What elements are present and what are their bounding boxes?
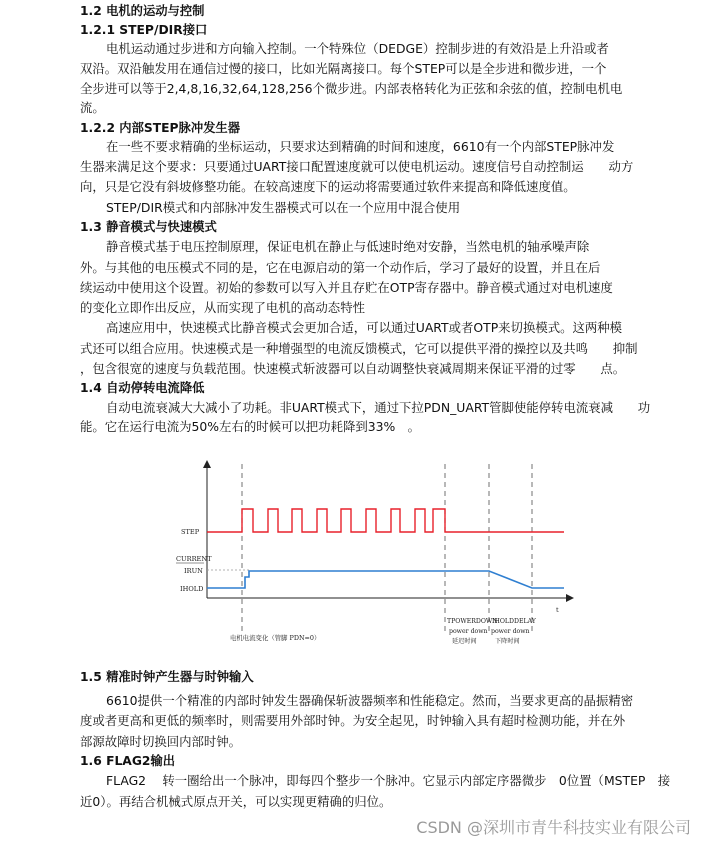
section-1-2-title: 1.2 电机的运动与控制 bbox=[80, 4, 205, 18]
irun-label: IRUN bbox=[184, 567, 203, 575]
paragraph-line: 高速应用中，快速模式比静音模式会更加合适，可以通过UART或者OTP来切换模式。这两种模 bbox=[106, 320, 623, 335]
paragraph-line: 静音模式基于电压控制原理，保证电机在静止与低速时绝对安静，当然电机的轴承噪声除 bbox=[106, 239, 590, 254]
iholddelay-sub1: power down bbox=[491, 628, 530, 635]
csdn-watermark: CSDN @深圳市青牛科技实业有限公司 bbox=[416, 818, 691, 837]
paragraph-line: 式还可以组合应用。快速模式是一种增强型的电流反馈模式，它可以提供平滑的操控以及共鸣 抑制 bbox=[80, 341, 638, 356]
paragraph-line: 能。它在运行电流为50%左右的时候可以把功耗降到33% 。 bbox=[80, 419, 421, 434]
time-axis-label: t bbox=[556, 606, 559, 614]
section-1-4-title: 1.4 自动停转电流降低 bbox=[80, 381, 205, 395]
paragraph-line: STEP/DIR模式和内部脉冲发生器模式可以在一个应用中混合使用 bbox=[106, 200, 461, 215]
section-1-6-title: 1.6 FLAG2输出 bbox=[80, 754, 176, 768]
section-1-3-title: 1.3 静音模式与快速模式 bbox=[80, 220, 217, 234]
current-label: CURRENT bbox=[176, 555, 212, 563]
paragraph-line: 6610提供一个精准的内部时钟发生器确保斩波器频率和性能稳定。然而，当要求更高的晶振精密 bbox=[106, 693, 634, 708]
ihold-label: IHOLD bbox=[180, 585, 204, 593]
iholddelay-sub2: 下降时间 bbox=[495, 638, 520, 645]
x-axis-arrow bbox=[566, 594, 574, 602]
section-1-2-1-title: 1.2.1 STEP/DIR接口 bbox=[80, 23, 208, 37]
y-axis-arrow bbox=[203, 460, 211, 468]
paragraph-line: 流。 bbox=[80, 100, 105, 115]
paragraph-line: 双沿。双沿触发用在通信过慢的接口，比如光隔离接口。每个STEP可以是全步进和微步进，一个 bbox=[80, 61, 607, 76]
step-trace bbox=[207, 509, 564, 532]
paragraph-line: 生器来满足这个要求：只要通过UART接口配置速度就可以使电机运动。速度信号自动控制运 动方 bbox=[80, 159, 634, 174]
section-1-5-title: 1.5 精准时钟产生器与时钟输入 bbox=[80, 670, 254, 684]
tpowerdown-label: TPOWERDOWN bbox=[447, 618, 498, 625]
iholddelay-label: IHOLDDELAY bbox=[492, 618, 536, 625]
figure-caption: 电机电流变化（管脚 PDN=0） bbox=[230, 634, 321, 642]
paragraph-line: 电机运动通过步进和方向输入控制。一个特殊位（DEDGE）控制步进的有效沿是上升沿或者 bbox=[106, 41, 609, 56]
paragraph-line: 度或者更高和更低的频率时，则需要用外部时钟。为安全起见，时钟输入具有超时检测功能，并在外 bbox=[80, 713, 626, 728]
paragraph-line: 向，只是它没有斜坡修整功能。在较高速度下的运动将需要通过软件来提高和降低速度值。 bbox=[80, 179, 576, 194]
paragraph-line: 近0）。再结合机械式原点开关，可以实现更精确的归位。 bbox=[80, 794, 392, 809]
paragraph-line: 在一些不要求精确的坐标运动，只要求达到精确的时间和速度，6610有一个内部STEP脉冲发 bbox=[106, 139, 615, 154]
paragraph-line: 外。与其他的电压模式不同的是，它在电源启动的第一个动作后，学习了最好的设置，并且在后 bbox=[80, 260, 601, 275]
tpowerdown-sub1: power down bbox=[449, 628, 488, 635]
paragraph-line: FLAG2 转一圈给出一个脉冲，即每四个整步一个脉冲。它显示内部定序器微步 0位置（MSTEP 接 bbox=[106, 773, 671, 788]
paragraph-line: 的变化立即作出反应，从而实现了电机的高动态特性 bbox=[80, 300, 365, 315]
paragraph-line: 自动电流衰减大大减小了功耗。非UART模式下，通过下拉PDN_UART管脚使能停转电流衰减 功 bbox=[106, 400, 651, 415]
paragraph-line: ，包含很宽的速度与负载范围。快速模式斩波器可以自动调整快衰减周期来保证平滑的过零 点。 bbox=[80, 361, 626, 376]
section-1-2-2-title: 1.2.2 内部STEP脉冲发生器 bbox=[80, 121, 241, 135]
paragraph-line: 续运动中使用这个设置。初始的参数可以写入并且存贮在OTP寄存器中。静音模式通过对电机速度 bbox=[80, 280, 613, 295]
step-label: STEP bbox=[181, 528, 200, 536]
paragraph-line: 全步进可以等于2,4,8,16,32,64,128,256个微步进。内部表格转化为正弦和余弦的值，控制电机电 bbox=[80, 81, 623, 96]
current-trace bbox=[207, 571, 564, 588]
paragraph-line: 部源故障时切换回内部时钟。 bbox=[80, 734, 242, 749]
tpowerdown-sub2: 延迟时间 bbox=[452, 638, 477, 645]
